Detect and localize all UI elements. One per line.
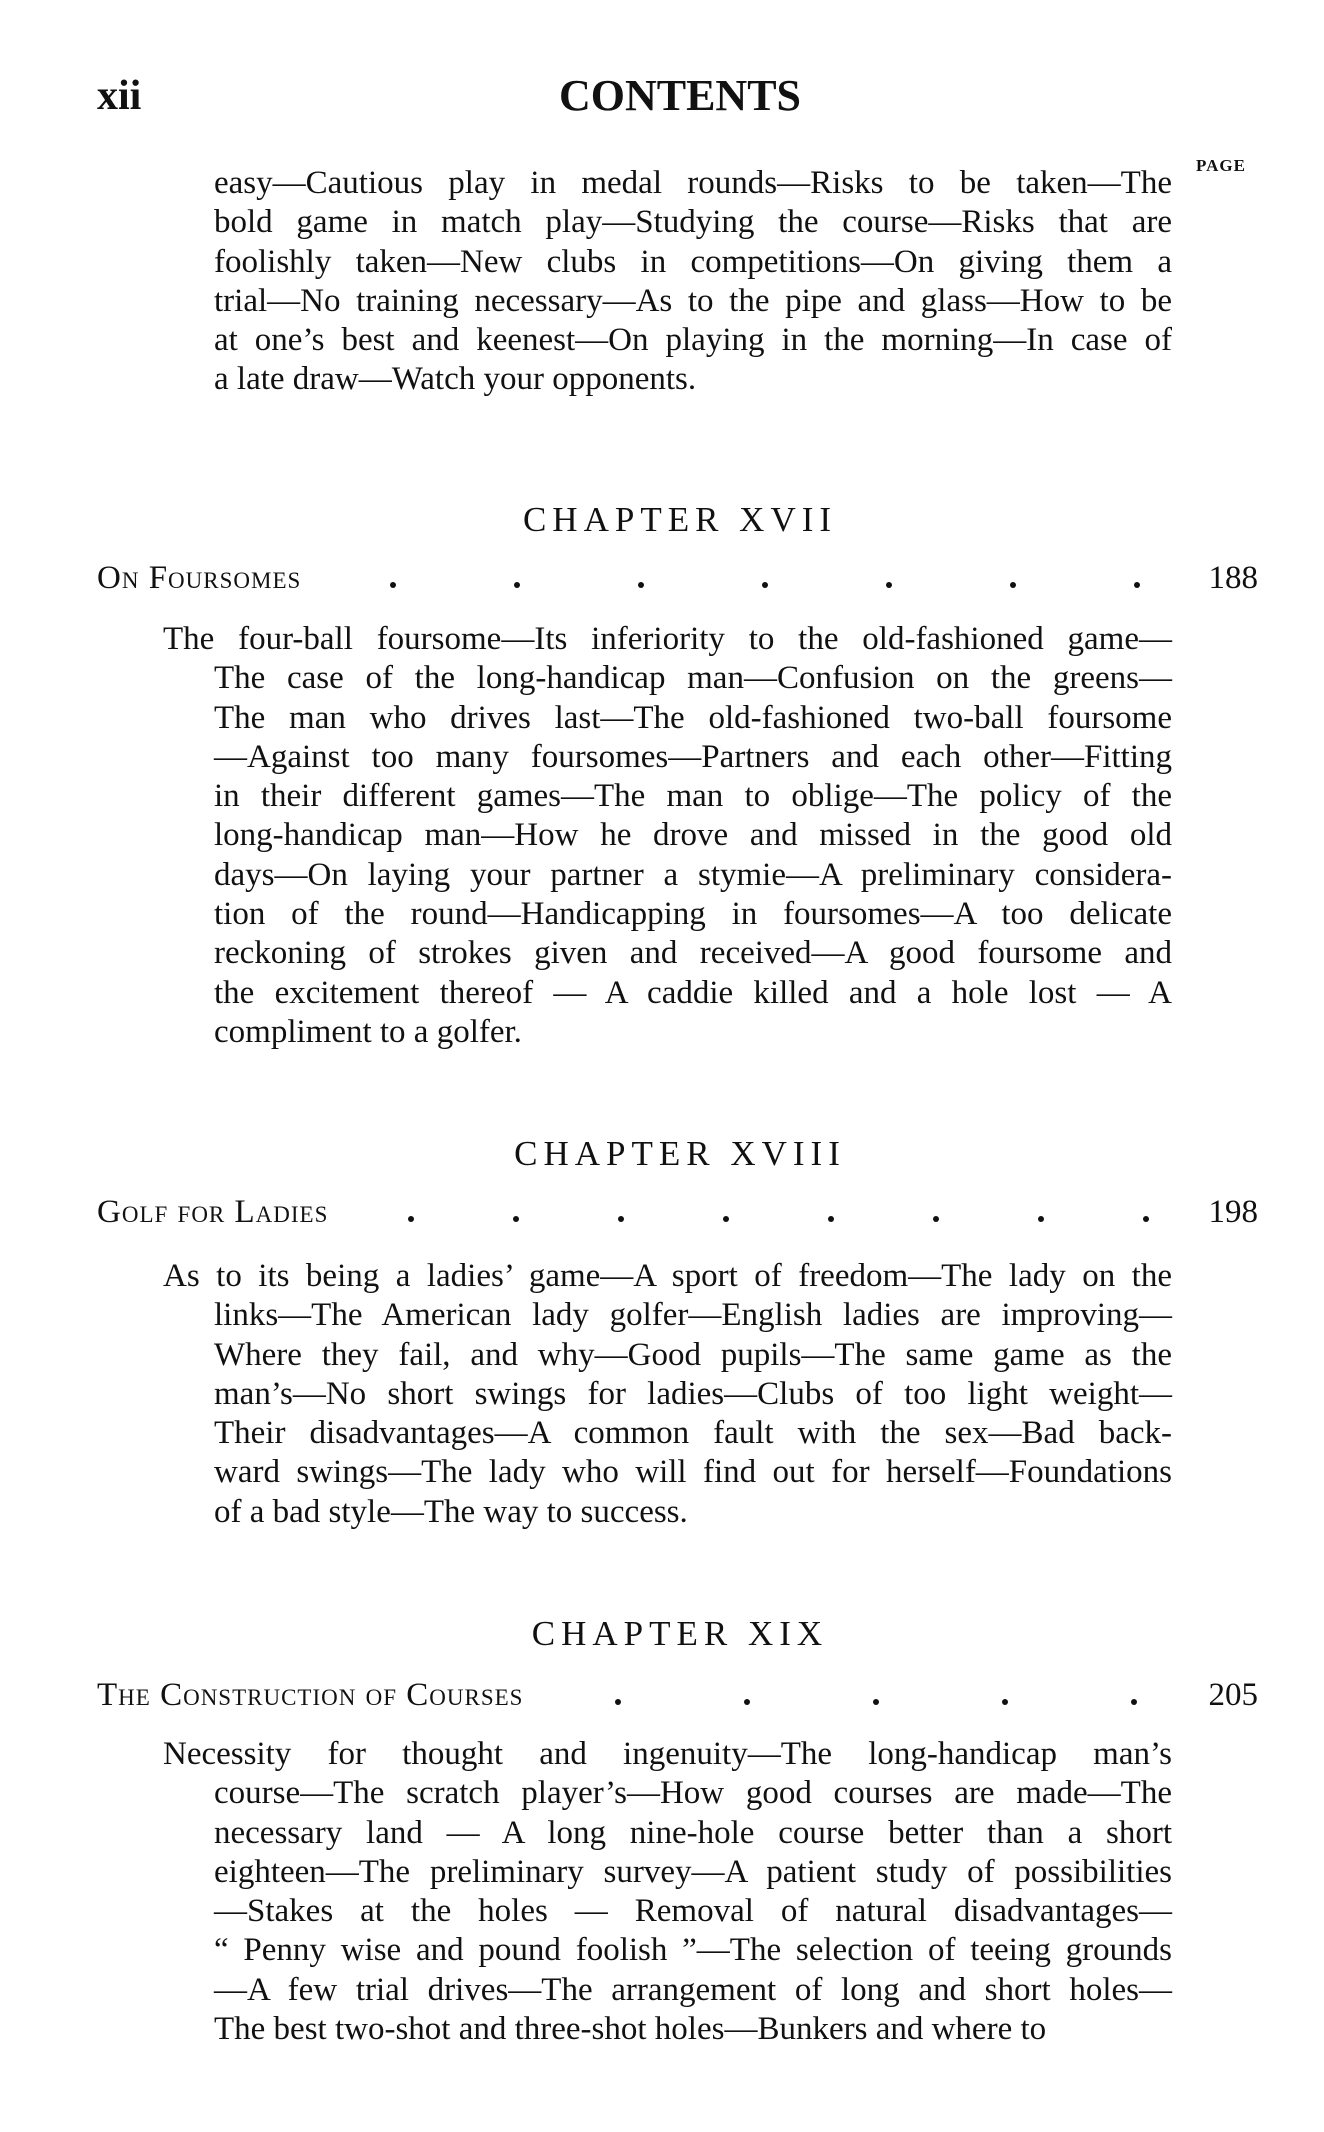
leader-dot <box>828 1216 834 1222</box>
entry-page-number: 198 <box>1208 1194 1258 1230</box>
summary-line: man’s—No short swings for ladies—Clubs of too light weight— <box>214 1375 1172 1412</box>
dot-leader <box>523 1699 1208 1705</box>
entry-title: The Construction of Courses <box>97 1677 524 1713</box>
chapter-summary <box>163 620 1172 1052</box>
entry-title: On Foursomes <box>97 560 302 596</box>
summary-line: in their different games—The man to oblige—The policy of the <box>214 778 1172 815</box>
summary-line: bold game in match play—Studying the course—Risks that are <box>214 204 1172 241</box>
leader-dot <box>723 1216 729 1222</box>
chapter-heading: CHAPTER XIX <box>531 1614 829 1653</box>
leader-dot <box>886 582 892 588</box>
summary-line: reckoning of strokes given and received—A good foursome and <box>214 935 1172 972</box>
summary-line: —Against too many foursomes—Partners and each other—Fitting <box>214 738 1172 775</box>
leader-dot <box>408 1216 414 1222</box>
summary-line: Necessity for thought and ingenuity—The long-handicap man’s <box>163 1736 1172 1772</box>
summary-line: eighteen—The preliminary survey—A patient study of possibilities <box>214 1853 1172 1890</box>
leader-dot <box>873 1699 879 1705</box>
leader-dot <box>615 1699 621 1705</box>
summary-line: of a bad style—The way to success. <box>214 1493 688 1530</box>
leader-dot <box>514 582 520 588</box>
summary-line: The best two-shot and three-shot holes—Bunkers and where to <box>214 2011 1047 2048</box>
entry-page-number: 188 <box>1208 560 1258 596</box>
summary-line: links—The American lady golfer—English ladies are improving— <box>214 1297 1172 1334</box>
summary-line: days—On laying your partner a stymie—A preliminary considera- <box>214 856 1172 893</box>
summary-line: —A few trial drives—The arrangement of long and short holes— <box>214 1971 1172 2008</box>
summary-line: easy—Cautious play in medal rounds—Risks to be taken—The <box>214 165 1172 201</box>
summary-line: long-handicap man—How he drove and missed in the good old <box>214 817 1172 854</box>
summary-line: The case of the long-handicap man—Confusion on the greens— <box>214 660 1172 697</box>
leader-dot <box>1038 1216 1044 1222</box>
toc-entry-construction-of-courses[interactable] <box>97 1677 1258 1714</box>
leader-dot <box>1010 582 1016 588</box>
summary-line: As to its being a ladies’ game—A sport of freedom—The lady on the <box>163 1258 1172 1294</box>
leader-dot <box>1002 1699 1008 1705</box>
chapter-summary <box>163 1735 1172 2049</box>
leader-dot <box>744 1699 750 1705</box>
summary-line: compliment to a golfer. <box>214 1013 522 1050</box>
summary-line: ward swings—The lady who will find out for herself—Foundations <box>214 1454 1172 1491</box>
summary-line: Their disadvantages—A common fault with the sex—Bad back- <box>214 1415 1172 1452</box>
page-title: CONTENTS <box>558 71 802 120</box>
summary-line: trial—No training necessary—As to the pipe and glass—How to be <box>214 282 1172 319</box>
page-column-label: PAGE <box>1196 156 1246 175</box>
leader-dot <box>933 1216 939 1222</box>
toc-entry-on-foursomes[interactable] <box>97 560 1258 597</box>
leader-dot <box>1134 582 1140 588</box>
chapter-heading: CHAPTER XVIII <box>514 1134 846 1173</box>
entry-page-number: 205 <box>1208 1677 1258 1713</box>
leader-dot <box>513 1216 519 1222</box>
chapter-summary <box>163 1257 1172 1532</box>
leader-dot <box>618 1216 624 1222</box>
intro-summary <box>214 164 1172 400</box>
page-folio: xii <box>97 73 142 119</box>
summary-line: the excitement thereof — A caddie killed and a hole lost — A <box>214 974 1172 1011</box>
summary-line: —Stakes at the holes — Removal of natural disadvantages— <box>214 1893 1172 1930</box>
summary-line: a late draw—Watch your opponents. <box>214 361 697 398</box>
leader-dot <box>1143 1216 1149 1222</box>
leader-dot <box>638 582 644 588</box>
dot-leader <box>328 1216 1208 1222</box>
summary-line: The four-ball foursome—Its inferiority to the old-fashioned game— <box>163 621 1172 657</box>
chapter-heading: CHAPTER XVII <box>522 500 838 539</box>
summary-line: “ Penny wise and pound foolish ”—The selection of teeing grounds <box>214 1932 1172 1969</box>
summary-line: The man who drives last—The old-fashioned two-ball foursome <box>214 699 1172 736</box>
leader-dot <box>762 582 768 588</box>
dot-leader <box>301 582 1208 588</box>
summary-line: tion of the round—Handicapping in foursomes—A too delicate <box>214 896 1172 933</box>
summary-line: necessary land — A long nine-hole course better than a short <box>214 1814 1172 1851</box>
summary-line: at one’s best and keenest—On playing in the morning—In case of <box>214 322 1172 359</box>
summary-line: course—The scratch player’s—How good courses are made—The <box>214 1775 1172 1812</box>
leader-dot <box>390 582 396 588</box>
summary-line: Where they fail, and why—Good pupils—The same game as the <box>214 1336 1172 1373</box>
toc-entry-golf-for-ladies[interactable] <box>97 1194 1258 1231</box>
summary-line: foolishly taken—New clubs in competitions—On giving them a <box>214 243 1172 280</box>
entry-title: Golf for Ladies <box>97 1194 329 1230</box>
leader-dot <box>1131 1699 1137 1705</box>
